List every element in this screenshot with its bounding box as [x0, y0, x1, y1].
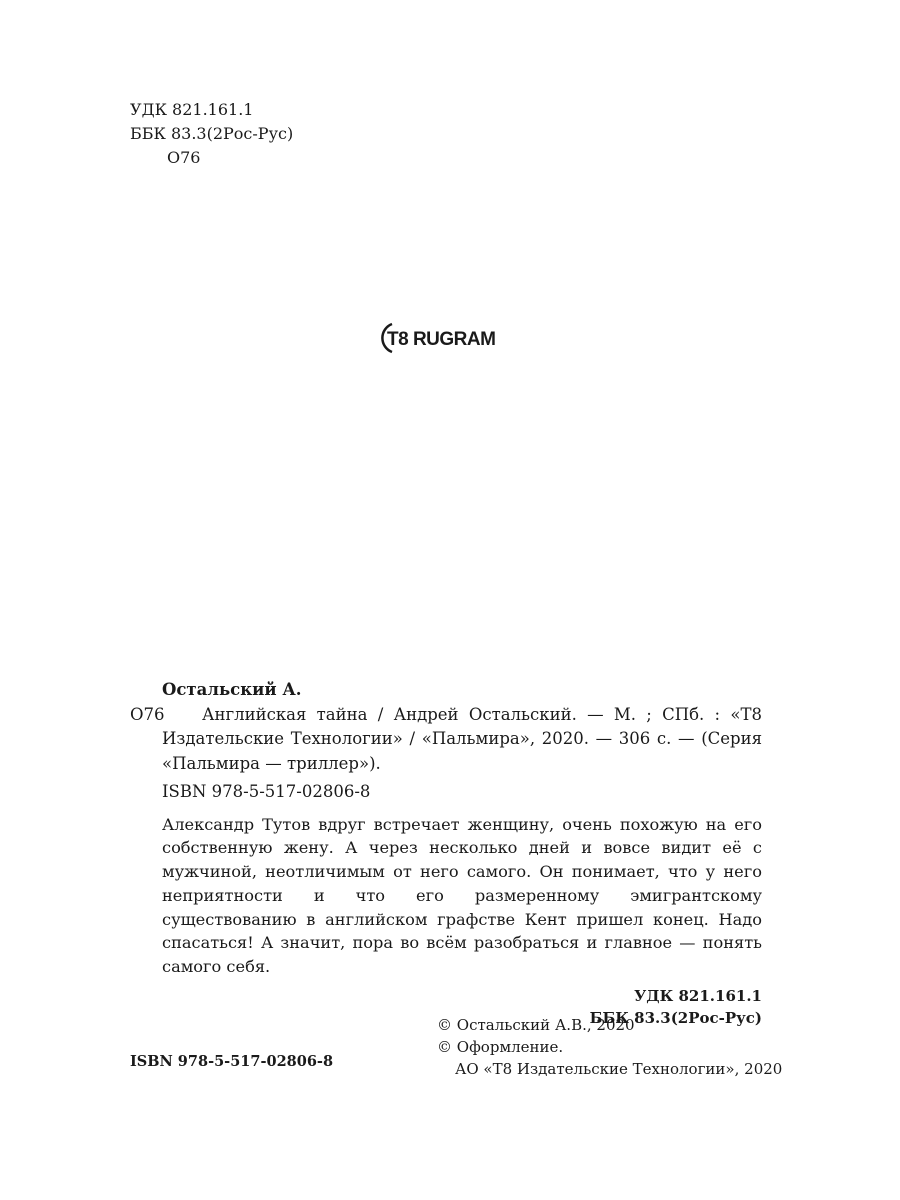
author-mark: О76 [130, 704, 165, 724]
rugram-logo-icon [378, 318, 518, 358]
description-text: Английская тайна / Андрей Остальский. — М. ; СПб. : «Т8 Издательские Технологии» / «Пальмира», 2020. — 306 с. — (Серия «Пальмира — триллер»). [162, 704, 762, 773]
publisher-logo [378, 318, 518, 358]
udk-code: УДК 821.161.1 [634, 987, 762, 1006]
footer-isbn: ISBN 978-5-517-02806-8 [130, 1053, 334, 1070]
udk-code: УДК 821.161.1 [130, 100, 254, 119]
copyright-author: © Остальский А.В., 2020 [437, 1016, 635, 1034]
top-classification-codes [130, 98, 293, 170]
isbn-line: ISBN 978-5-517-02806-8 [162, 782, 371, 801]
author-mark: О76 [167, 148, 201, 167]
copyright-block [437, 1014, 782, 1080]
bibliographic-description [130, 703, 762, 777]
copyright-publisher: АО «Т8 Издательские Технологии», 2020 [455, 1060, 783, 1078]
annotation-text: Александр Тутов вдруг встречает женщину, очень похожую на его собственную жену. А через несколько дней и вовсе видит её с мужчиной, неотличимым от него самого. Он понимает, что у него неприятности и что его размеренному эмигрантскому существованию в английском графстве Кент пришел конец. Надо спасаться! А значит, пора во всём разобраться и главное — понять самого себя. [162, 814, 762, 977]
bbk-code: ББК 83.3(2Рос-Рус) [589, 1009, 762, 1028]
author-heading: Остальский А. [162, 680, 302, 699]
catalog-card [130, 678, 762, 1029]
copyright-design: © Оформление. [437, 1038, 564, 1056]
bbk-code: ББК 83.3(2Рос-Рус) [130, 124, 294, 143]
svg-text:T8 RUGRAM: T8 RUGRAM [387, 329, 496, 350]
